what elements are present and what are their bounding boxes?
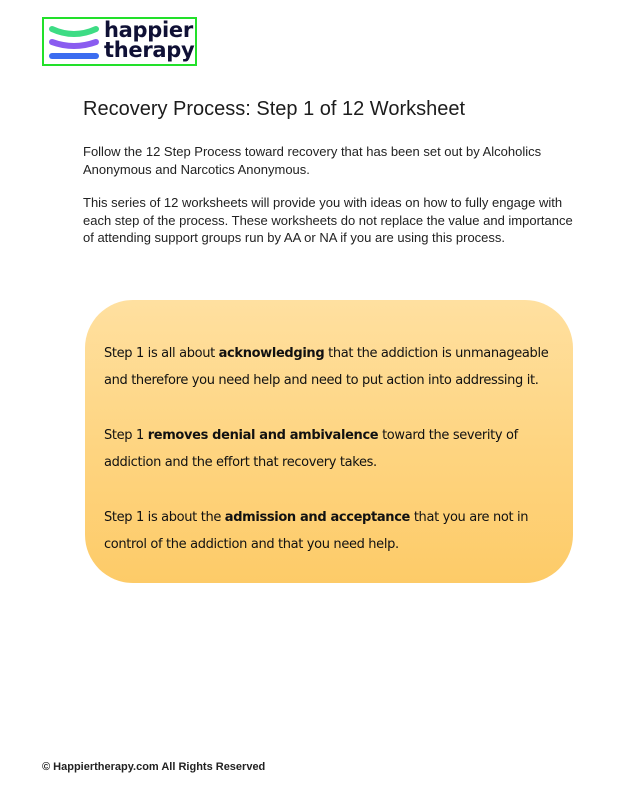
callout-point-2 <box>104 422 553 476</box>
callout-text: Step 1 is about the <box>104 510 225 525</box>
step-callout-box <box>85 300 573 583</box>
intro-paragraph-2: This series of 12 worksheets will provide you with ideas on how to fully engage with each step of the process. These worksheets do not replace the value and importance of attending support groups run by AA or NA if you are using this process. <box>83 195 573 245</box>
brand-logo <box>42 17 197 66</box>
callout-text: toward the severity of addiction and the effort that recovery takes. <box>104 428 518 470</box>
callout-point-3 <box>104 504 553 558</box>
intro-paragraph-1: Follow the 12 Step Process toward recovery that has been set out by Alcoholics Anonymous and Narcotics Anonymous. <box>83 144 542 177</box>
callout-text: that you are not in control of the addiction and that you need help. <box>104 510 529 552</box>
callout-text: Step 1 <box>104 428 148 443</box>
three-stacked-curved-bars-icon <box>48 23 100 63</box>
callout-point-1 <box>104 340 553 394</box>
brand-wordmark-line2: therapy <box>104 38 195 62</box>
brand-wordmark-line1: happier <box>104 18 193 42</box>
page-title: Recovery Process: Step 1 of 12 Worksheet <box>83 98 466 120</box>
callout-emphasis: acknowledging <box>218 346 325 361</box>
callout-emphasis: removes denial and ambivalence <box>147 428 379 443</box>
footer-copyright: © Happiertherapy.com All Rights Reserved <box>42 761 266 773</box>
callout-text: that the addiction is unmanageable and therefore you need help and need to put action into addressing it. <box>104 346 549 388</box>
callout-emphasis: admission and acceptance <box>224 510 411 525</box>
callout-text: Step 1 is all about <box>104 346 219 361</box>
brand-wordmark <box>104 20 194 60</box>
